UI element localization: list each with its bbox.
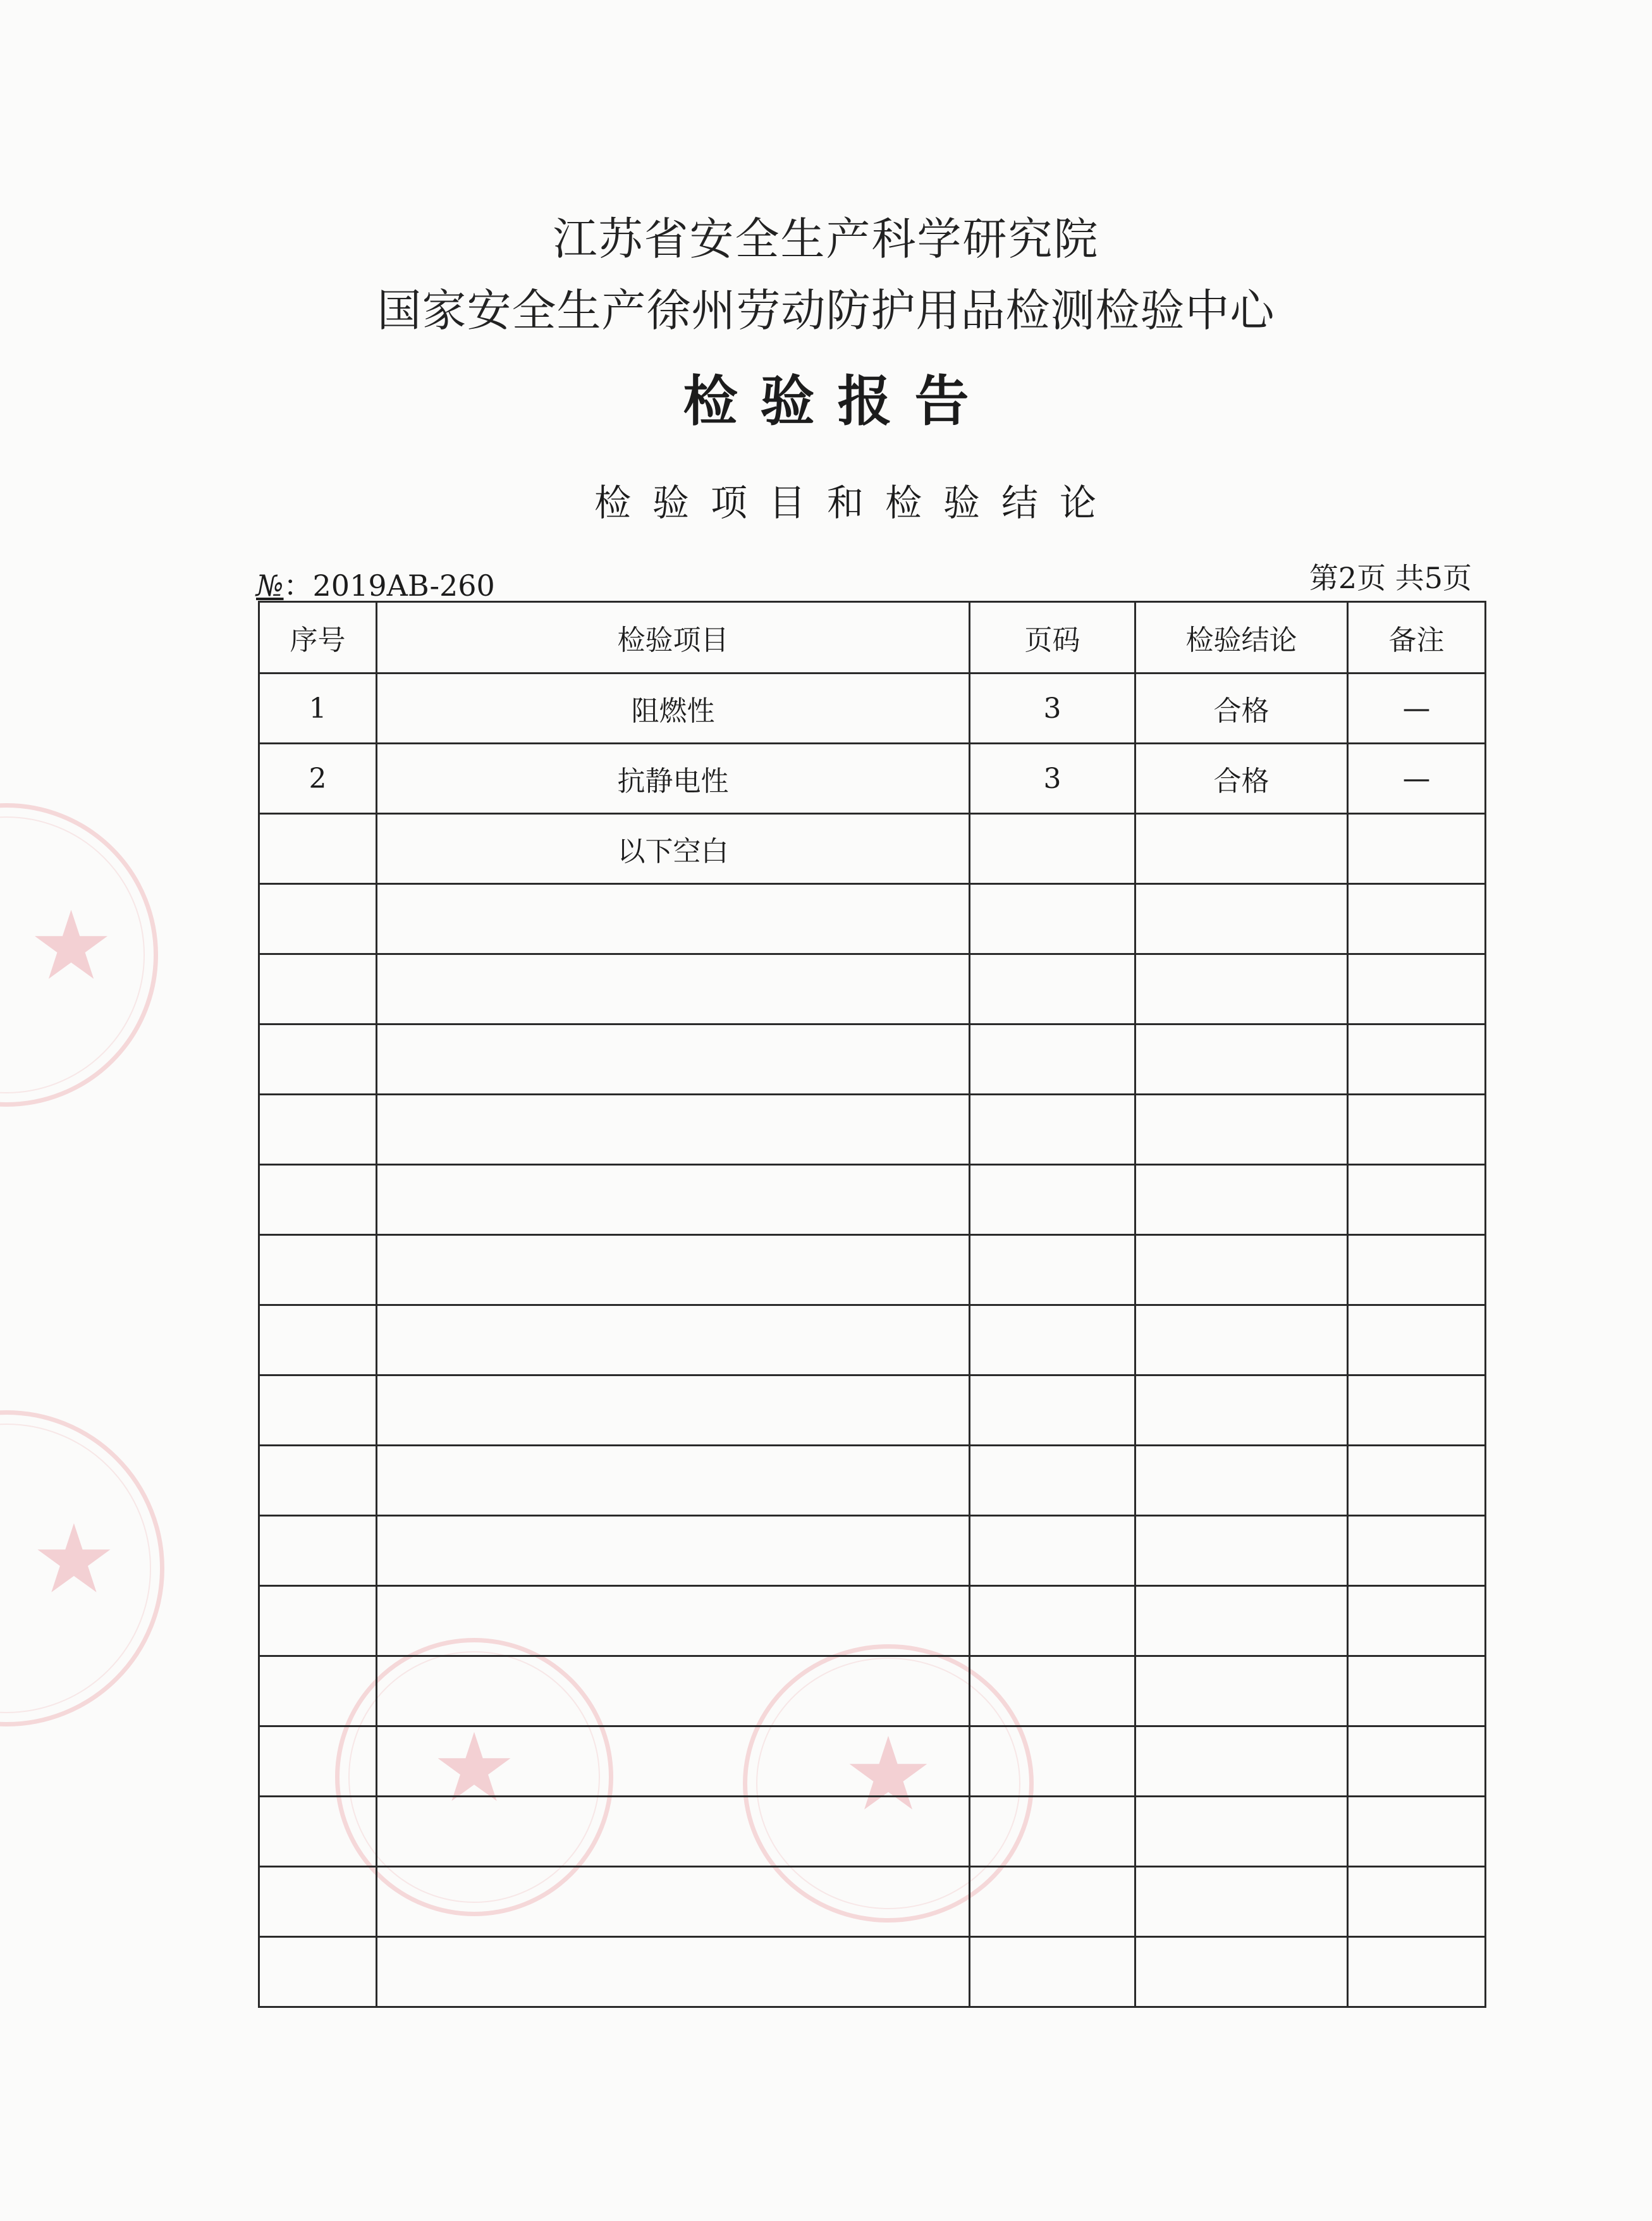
cell-item (377, 1937, 970, 2007)
cell-conclusion (1135, 1235, 1348, 1305)
cell-conclusion (1135, 1516, 1348, 1586)
cell-item (377, 1375, 970, 1446)
cell-seq (259, 1165, 377, 1235)
cell-page (970, 1095, 1135, 1165)
cell-page (970, 884, 1135, 954)
cell-remark: — (1348, 674, 1486, 744)
table-row (259, 1024, 1486, 1095)
cell-page (970, 814, 1135, 884)
cell-page (970, 1024, 1135, 1095)
cell-seq (259, 1656, 377, 1726)
cell-item (377, 1516, 970, 1586)
header-remark: 备注 (1348, 602, 1486, 674)
number-value: ：2019AB-260 (283, 569, 495, 603)
cell-remark (1348, 1095, 1486, 1165)
cell-item (377, 1867, 970, 1937)
star-icon: ★ (31, 1504, 117, 1615)
cell-item (377, 1586, 970, 1656)
cell-page (970, 1165, 1135, 1235)
table-row (259, 1867, 1486, 1937)
cell-page (970, 1305, 1135, 1375)
cell-page (970, 1937, 1135, 2007)
cell-seq (259, 1235, 377, 1305)
cell-conclusion (1135, 1726, 1348, 1797)
cell-conclusion (1135, 884, 1348, 954)
star-icon: ★ (843, 1714, 934, 1833)
cell-remark (1348, 1797, 1486, 1867)
report-title: 检验报告 (683, 370, 992, 433)
cell-conclusion (1135, 1446, 1348, 1516)
header-page: 页码 (970, 602, 1135, 674)
star-icon: ★ (28, 891, 114, 1002)
cell-page (970, 1656, 1135, 1726)
cell-remark (1348, 1937, 1486, 2007)
table-row (259, 744, 1486, 814)
cell-remark (1348, 1446, 1486, 1516)
cell-seq (259, 1937, 377, 2007)
table-row (259, 1586, 1486, 1656)
table-row (259, 1656, 1486, 1726)
cell-remark (1348, 1165, 1486, 1235)
cell-remark (1348, 884, 1486, 954)
star-icon: ★ (431, 1713, 517, 1824)
cell-remark (1348, 954, 1486, 1024)
table-row (259, 954, 1486, 1024)
cell-item (377, 1165, 970, 1235)
cell-seq (259, 1305, 377, 1375)
cell-seq (259, 1516, 377, 1586)
cell-item (377, 954, 970, 1024)
cell-seq (259, 1726, 377, 1797)
cell-conclusion (1135, 814, 1348, 884)
table-row (259, 1726, 1486, 1797)
cell-item (377, 1726, 970, 1797)
cell-seq (259, 1446, 377, 1516)
cell-conclusion (1135, 1656, 1348, 1726)
cell-remark (1348, 1586, 1486, 1656)
institute-name: 江苏省安全生产科学研究院 (553, 213, 1099, 265)
table-row (259, 1305, 1486, 1375)
cell-item: 以下空白 (377, 814, 970, 884)
cell-conclusion (1135, 954, 1348, 1024)
cell-item: 抗静电性 (377, 744, 970, 814)
cell-remark (1348, 1024, 1486, 1095)
table-row (259, 1165, 1486, 1235)
cell-page (970, 954, 1135, 1024)
cell-page (970, 1235, 1135, 1305)
table-row (259, 674, 1486, 744)
cell-seq (259, 1867, 377, 1937)
cell-seq (259, 954, 377, 1024)
cell-page (970, 1797, 1135, 1867)
cell-page (970, 1446, 1135, 1516)
cell-conclusion (1135, 1305, 1348, 1375)
cell-remark (1348, 1375, 1486, 1446)
cell-seq (259, 1095, 377, 1165)
cell-remark (1348, 1867, 1486, 1937)
table-row (259, 814, 1486, 884)
table-row (259, 1516, 1486, 1586)
table-row (259, 1446, 1486, 1516)
cell-conclusion: 合格 (1135, 674, 1348, 744)
cell-conclusion (1135, 1024, 1348, 1095)
table-row (259, 1095, 1486, 1165)
table-header-row (259, 602, 1486, 674)
table-row (259, 884, 1486, 954)
cell-item (377, 884, 970, 954)
table-row (259, 1235, 1486, 1305)
cell-page: 3 (970, 744, 1135, 814)
cell-conclusion (1135, 1165, 1348, 1235)
cell-item: 阻燃性 (377, 674, 970, 744)
cell-conclusion (1135, 1586, 1348, 1656)
report-number (256, 563, 495, 605)
cell-page (970, 1726, 1135, 1797)
cell-conclusion (1135, 1937, 1348, 2007)
cell-page (970, 1516, 1135, 1586)
number-symbol: № (256, 569, 284, 603)
cell-remark (1348, 1516, 1486, 1586)
cell-page: 3 (970, 674, 1135, 744)
cell-item (377, 1305, 970, 1375)
cell-seq: 1 (259, 674, 377, 744)
page-indicator: 第2页 共5页 (1309, 561, 1472, 595)
cell-remark (1348, 1305, 1486, 1375)
header-conclusion: 检验结论 (1135, 602, 1348, 674)
cell-item (377, 1656, 970, 1726)
cell-item (377, 1797, 970, 1867)
cell-seq: 2 (259, 744, 377, 814)
cell-remark (1348, 1656, 1486, 1726)
cell-conclusion (1135, 1797, 1348, 1867)
cell-conclusion (1135, 1867, 1348, 1937)
cell-conclusion (1135, 1095, 1348, 1165)
cell-seq (259, 1375, 377, 1446)
cell-page (970, 1375, 1135, 1446)
cell-seq (259, 1024, 377, 1095)
cell-item (377, 1024, 970, 1095)
header-seq: 序号 (259, 602, 377, 674)
cell-conclusion (1135, 1375, 1348, 1446)
cell-remark (1348, 1726, 1486, 1797)
cell-seq (259, 814, 377, 884)
left-edge-seal-top (0, 803, 158, 1107)
cell-seq (259, 884, 377, 954)
left-edge-seal-bottom (0, 1410, 164, 1726)
cell-conclusion: 合格 (1135, 744, 1348, 814)
cell-page (970, 1586, 1135, 1656)
table-row (259, 1375, 1486, 1446)
report-subtitle: 检验项目和检验结论 (594, 481, 1118, 524)
cell-page (970, 1867, 1135, 1937)
cell-remark: — (1348, 744, 1486, 814)
cell-item (377, 1446, 970, 1516)
inspection-table (258, 601, 1486, 2008)
center-name: 国家安全生产徐州劳动防护用品检测检验中心 (377, 285, 1275, 336)
cell-remark (1348, 814, 1486, 884)
cell-remark (1348, 1235, 1486, 1305)
cell-seq (259, 1586, 377, 1656)
table-row (259, 1937, 1486, 2007)
table-row (259, 1797, 1486, 1867)
cell-item (377, 1235, 970, 1305)
cell-item (377, 1095, 970, 1165)
cell-seq (259, 1797, 377, 1867)
header-item: 检验项目 (377, 602, 970, 674)
